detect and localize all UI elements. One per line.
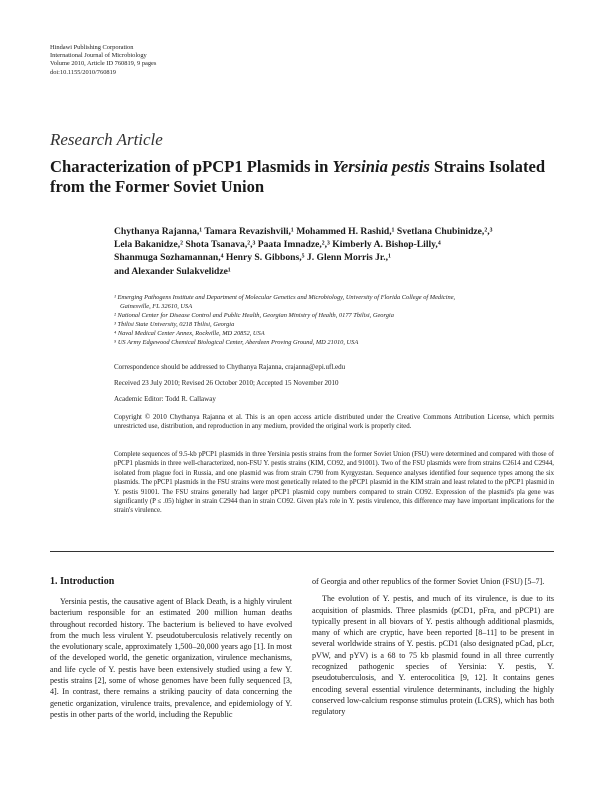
journal-info [50,44,156,77]
affiliation-line: ⁴ Naval Medical Center Annex, Rockville, MD 20852, USA [114,330,265,337]
title-part-1: Characterization of pPCP1 Plasmids in [50,157,333,176]
title-part-2: Strains Isolated from the Former Soviet Union [50,157,546,196]
author-line: Shanmuga Sozhamannan,⁴ Henry S. Gibbons,⁵ J. Glenn Morris Jr.,¹ [114,252,391,264]
author-line: and Alexander Sulakvelidze¹ [114,265,231,277]
article-type: Research Article [50,130,163,149]
section-heading: 1. Introduction [50,576,115,587]
affiliation-line: ² National Center for Disease Control and Public Health, Georgian Ministry of Health, 0177 Tbilisi, Georgia [114,312,394,319]
body-paragraph: Yersinia pestis, the causative agent of Black Death, is a highly virulent bacterium responsible for an estimated 200 million human deaths throughout recorded history. The bacterium is believed to have evolved from the much less virulent Y. pseudotuberculosis relatively recently on the evolutionary scale, approximately 1,500–20,000 years ago [1]. In most of the developed world, the genetic organization, virulence mechanisms, and life cycle of Y. pestis have been extensively studied using a few Y. pestis strains [2], some of whose genomes have been fully sequenced [3, 4]. In contrast, there remains a striking paucity of data concerning the genetic organization, virulence traits, prevalence, and epidemiology of Y. pestis in other parts of the world, including the Republic [50,597,292,719]
author-line: Lela Bakanidze,² Shota Tsanava,²,³ Paata Imnadze,²,³ Kimberly A. Bishop-Lilly,⁴ [114,239,441,251]
journal-volume: Volume 2010, Article ID 760819, 9 pages [50,60,157,68]
abstract: Complete sequences of 9.5-kb pPCP1 plasmids in three Yersinia pestis strains from the former Soviet Union (FSU) were determined and compared with those of pPCP1 plasmids in three well-characterized, non-FSU Y. pestis strains (KIM, CO92, and 91001). Two of the FSU plasmids were from strains C2614 and C2944, isolated from plague foci in Russia, and one plasmid was from strain C790 from Kyrgyzstan. Sequence analyses identified four sequence types among the six plasmids. The pPCP1 plasmids in the FSU strains were most genetically related to the pPCP1 plasmid in the KIM strain and least related to the pPCP1 plasmid in Y. pestis 91001. The FSU strains generally had larger pPCP1 plasmid copy numbers compared to strain CO92. Expression of the plasmid's pla gene was significantly (P ≤ .05) higher in strain C2944 than in strain CO92. Given pla's role in Y. pestis virulence, this difference may have important implications for the strain's virulence. [114,451,554,515]
academic-editor: Academic Editor: Todd R. Callaway [114,395,216,403]
affiliation-list [114,293,554,347]
section-divider [50,551,554,552]
journal-name: International Journal of Microbiology [50,52,147,60]
correspondence: Correspondence should be addressed to Chythanya Rajanna, crajanna@epi.ufl.edu [114,363,346,371]
author-list [114,225,554,278]
left-column [50,576,292,720]
article-title [50,157,570,197]
journal-doi[interactable]: doi:10.1155/2010/760819 [50,68,116,76]
article-dates: Received 23 July 2010; Revised 26 October 2010; Accepted 15 November 2010 [114,379,339,387]
right-column [312,576,554,718]
affiliation-line: ⁵ US Army Edgewood Chemical Biological Center, Aberdeen Proving Ground, MD 21010, USA [114,339,359,346]
journal-publisher: Hindawi Publishing Corporation [50,44,134,51]
body-paragraph: of Georgia and other republics of the former Soviet Union (FSU) [5–7]. [312,577,545,586]
body-paragraph: The evolution of Y. pestis, and much of its virulence, is due to its acquisition of plasmids. Three plasmids (pCD1, pFra, and pPCP1) are typically present in all biovars of Y. pestis although additional plasmids, many of which are cryptic, have been reported [8–11] to be present in several worldwide strains of Y. pestis. pCD1 (also designated pCad, pLcr, pVW, and pYV) is a 68 to 75 kb plasmid found in all three currently recognized pathogenic species of Yersinia: Y. pestis, Y. pseudotuberculosis, and Y. enterocolitica [9, 12]. It contains genes encoding several essential virulence determinants, including the highly conserved low-calcium response stimulus protein (LCRS), which has both regulatory [312,594,554,717]
author-line: Chythanya Rajanna,¹ Tamara Revazishvili,¹ Mohammed H. Rashid,¹ Svetlana Chubinidze,²,³ [114,226,493,237]
copyright-notice: Copyright © 2010 Chythanya Rajanna et al. This is an open access article distributed under the Creative Commons Attribution License, which permits unrestricted use, distribution, and reproduction in any medium, provided the original work is properly cited. [114,414,554,431]
title-italic: Yersinia pestis [332,157,430,176]
affiliation-line: ³ Tbilisi State University, 0218 Tbilisi, Georgia [114,321,235,328]
affiliation-line: Gainesville, FL 32610, USA [120,303,193,310]
affiliation-line: ¹ Emerging Pathogens Institute and Department of Molecular Genetics and Microbiology, University of Florida College of Medicine, [114,294,456,301]
